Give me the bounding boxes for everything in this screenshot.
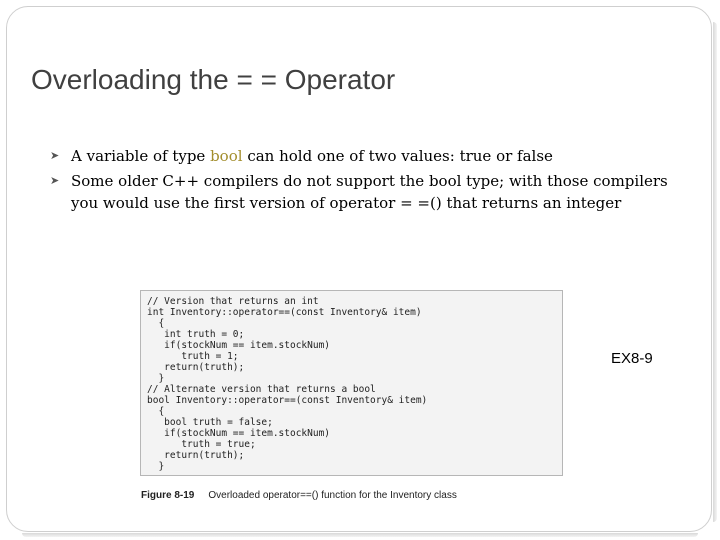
bullet-icon: ➤ [50,149,60,162]
code-line: } [147,373,165,384]
example-label: EX8-9 [611,350,653,367]
figure-caption [141,490,457,501]
code-line: bool truth = false; [147,417,273,428]
bullet-list [42,145,682,217]
code-line: if(stockNum == item.stockNum) [147,340,331,351]
code-listing [140,290,563,476]
code-line: int Inventory::operator==(const Inventory& item) [147,307,422,318]
slide-shadow-right [713,22,717,522]
slide-shadow-bottom [22,533,698,537]
bullet-text-before: A variable of type [71,147,211,165]
code-line: bool Inventory::operator==(const Inventory& item) [147,395,428,406]
figure-label: Figure 8-19 [141,490,195,501]
code-line: // Alternate version that returns a bool [147,384,376,395]
bullet-item-older-compilers [42,170,682,214]
code-line: } [147,461,165,472]
code-line: truth = 1; [147,351,239,362]
code-line: truth = true; [147,439,256,450]
bullet-text: Some older C++ compilers do not support the bool type; with those compilers you would use the first version of operator = =() that returns an integer [71,172,668,212]
code-line: return(truth); [147,362,245,373]
code-line: int truth = 0; [147,329,245,340]
bullet-text-after: can hold one of two values: true or false [242,147,553,165]
figure-caption-text: Overloaded operator==() function for the Inventory class [208,490,457,501]
bullet-icon: ➤ [50,174,60,187]
bool-keyword: bool [210,147,243,165]
code-line: // Version that returns an int [147,296,319,307]
code-line: { [147,406,165,417]
code-line: if(stockNum == item.stockNum) [147,428,331,439]
code-line: { [147,318,165,329]
slide-title: Overloading the = = Operator [31,64,396,95]
bullet-item-bool-values [42,145,682,167]
code-line: return(truth); [147,450,245,461]
